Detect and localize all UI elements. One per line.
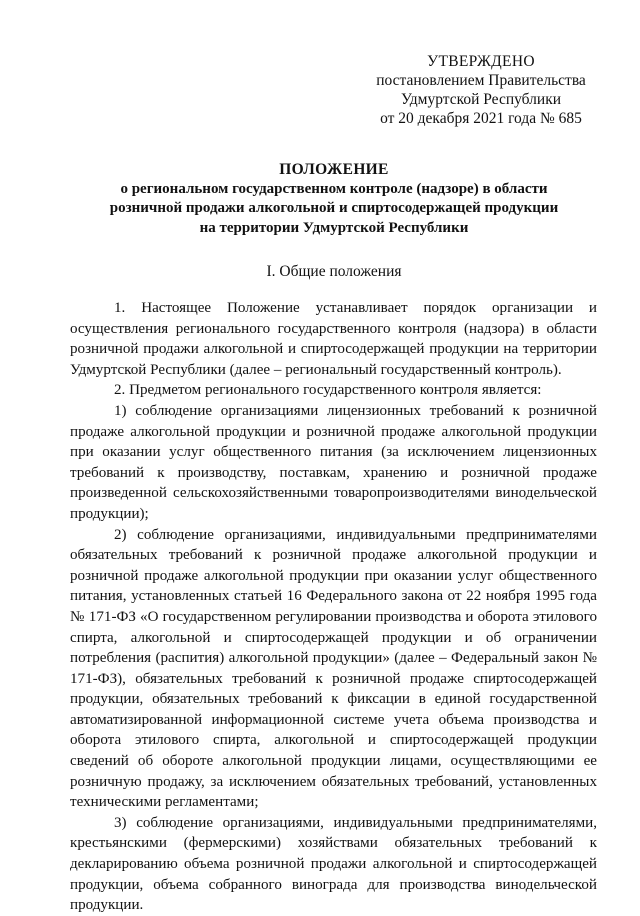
paragraph-1: 1. Настоящее Положение устанавливает порядок организации и осуществления регионального государственного контроля (надзора) в области розничной продажи алкогольной и спиртосодержащей продукции на территории Удмуртской Республики (далее – региональный государственный контроль). (70, 300, 597, 378)
approval-line-2: Удмуртской Республики (400, 91, 562, 108)
approval-stamp: УТВЕРЖДЕНО (427, 53, 535, 70)
title-line-3: на территории Удмуртской Республики (199, 219, 469, 236)
title-line-2: розничной продажи алкогольной и спиртосодержащей продукции (109, 200, 559, 216)
title-line-1: о региональном государственном контроле (надзоре) в области (120, 180, 548, 197)
paragraph-5: 3) соблюдение организациями, индивидуальными предпринимателями, крестьянскими (фермерскими) хозяйствами обязательных требований к декларированию объема розничной продажи алкогольной и спиртосодержащей продукции, объема собранного винограда для производства винодельческой продукции. (70, 814, 597, 914)
document-title (96, 160, 572, 238)
paragraph-4: 2) соблюдение организациями, индивидуальными предпринимателями обязательных требований к розничной продаже алкогольной продукции и розничной продаже алкогольной продукции при оказании услуг общественного питания, установленных статьей 16 Федерального закона от 22 ноября 1995 года № 171-ФЗ «О государственном регулировании производства и оборота этилового спирта, алкогольной и спиртосодержащей продукции и об ограничении потребления (распития) алкогольной продукции» (далее – Федеральный закон № 171-ФЗ), обязательных требований к розничной продаже спиртосодержащей продукции, обязательных требований к фиксации в единой государственной автоматизированной информационной системе учета объема производства и оборота этилового спирта, алкогольной и спиртосодержащей продукции сведений об обороте алкогольной продукции лицами, осуществляющими ее розничную продажу, за исключением обязательных требований, установленных техническими регламентами; (70, 526, 597, 811)
section-heading: I. Общие положения (266, 263, 402, 280)
title-heading: ПОЛОЖЕНИЕ (279, 161, 389, 178)
document-body (70, 298, 597, 916)
approval-line-1: постановлением Правительства (376, 72, 586, 89)
approval-block (350, 52, 612, 128)
paragraph-2: 2. Предметом регионального государственного контроля является: (114, 382, 542, 399)
approval-line-3: от 20 декабря 2021 года № 685 (380, 110, 582, 127)
paragraph-3: 1) соблюдение организациями лицензионных требований к розничной продаже алкогольной продукции и розничной продаже алкогольной продукции при оказании услуг общественного питания (за исключением лицензионных требований к производству, поставкам, хранению и розничной продаже произведенной сельскохозяйственными товаропроизводителями винодельческой продукции); (70, 402, 597, 522)
